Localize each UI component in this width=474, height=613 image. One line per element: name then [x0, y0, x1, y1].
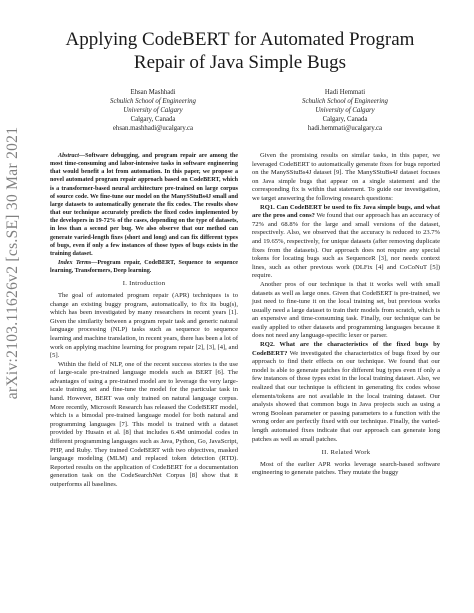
rq2-paragraph: [252, 341, 440, 444]
section-heading-related-work: II. Related Work: [321, 449, 371, 457]
arxiv-identifier: arXiv:2103.11626v2 [cs.SE] 30 Mar 2021: [4, 126, 21, 400]
title-line-2: Repair of Java Simple Bugs: [133, 52, 347, 73]
author-city: Calgary, Canada: [130, 116, 176, 123]
author-department: Schulich School of Engineering: [110, 98, 196, 105]
author-email: ehsan.mashhadi@ucalgary.ca: [112, 125, 194, 132]
author-name: Hadi Hemmati: [324, 89, 366, 96]
arxiv-sidebar-stamp: [0, 98, 26, 428]
paragraph-pros: Another pros of our technique is that it works well with small datasets as well as large ones. Given that CodeBERT is pre-trained, we just need to fine-tune it on the local training set, but previous works usually need a large dataset to train their models from scratch, which is an expensive and time-consuming task. Finally, our technique can be easily applied to other datasets and programming languages because it does not need any language-specific lexer or parser.: [252, 280, 440, 340]
right-column: [252, 152, 440, 478]
author-block-2: [255, 88, 435, 133]
paper-title: [40, 28, 440, 74]
index-terms-body: —Program repair, CodeBERT, Sequence to sequence learning, Transformers, Deep learning.: [50, 260, 238, 275]
related-work-paragraph: Most of the earlier APR works leverage search-based software engineering to generate patches. They mutate the buggy: [252, 460, 440, 477]
rq2-text: We investigated the characteristics of bugs fixed by our approach to find their effects on our technique. We found that our model is able to generate patches for different bug types even if only a few instances of those types exist in the local training dataset. Also, we realized that our technique is efficient in generating fix codes whose elements/tokens are not available in the local training dataset. Our analysis showed that common bugs in Java projects such as using a wrong Boolean parameter or passing parameters to a function with the wrong order are perfectly fixed with our technique. Finally, the varied-length automated fixes indicate that our approach can generate long patches as well as small patches.: [252, 349, 440, 443]
author-email: hadi.hemmati@ucalgary.ca: [307, 125, 383, 132]
intro-paragraph-2: Within the field of NLP, one of the recent success stories is the use of large-scale pre-trained language models such as BERT [6]. The advantages of using a pre-trained model are to leverage the very large-scale training set and fine-tune the model for the particular task in hand. However, BERT was only trained on natural language corpus. More recently, Microsoft Research has released the CodeBERT model, which is a bimodal pre-trained language model for both natural and programming languages [7]. This model is trained with a dataset provided by Husain et al. [8] that includes 6.4M unimodal codes in different programming languages such as Java, Python, Go, JavaScript, PHP, and Ruby. They trained CodeBERT with two objectives, masked language modeling (MLM) and replaced token detection (RTD). Reported results on the application of CodeBERT for a documentation generation task on the CodeSearchNet Corpus [8] show that it outperforms all baselines.: [50, 360, 238, 488]
abstract-body: —Software debugging, and program repair are among the most time-consuming and labor-intensive tasks in software engineering that would benefit a lot from automation. In this paper, we propose a novel automated program repair approach based on CodeBERT, which is a transformer-based neural architecture pre-trained on large corpus of source code. We fine-tune our model on the ManySStuBs4J small and large datasets to automatically generate the fix codes. The results show that our technique accurately predicts the fixed codes implemented by the developers in 19-72% of the cases, depending on the type of datasets, in less than a second per bug. We also observe that our method can generate varied-length fixes (short and long) and can fix different types of bugs, even if only a few instances of those types of bugs exists in the training dataset.: [50, 153, 238, 257]
intro-paragraph-1: The goal of automated program repair (APR) techniques is to change an existing buggy program, automatically, to fix its bug(s), which has been investigated by many researchers in recent years [1]. Given the similarity between a program repair task and generic natural language processing (NLP) tasks such as sequence to sequence learning and machine translation, in recent years, there has been a lot of work on applying machine learning for program repair [2], [3], [4], and [5].: [50, 291, 238, 360]
author-department: Schulich School of Engineering: [302, 98, 388, 105]
abstract-lead: Abstract: [58, 153, 79, 159]
author-university: University of Calgary: [123, 107, 183, 114]
abstract: [50, 152, 238, 258]
index-terms-lead: Index Terms: [58, 260, 92, 267]
section-heading-introduction: I. Introduction: [122, 280, 166, 288]
rq1-text: We found that our approach has an accuracy of 72% and 68.8% for the large and small versions of the dataset, respectively. Also, we observed that the accuracy is reduced to 23.7% and 19.65%, respectively, for unique datasets (after removing duplicate fixes from the datasets). Our approach does not require any special tokens for locating bugs such as SequenceR [3], nor needs context lines, such as other previous work (DLFix [4] and CoCoNuT [5]) require.: [252, 212, 440, 280]
index-terms: [50, 259, 238, 275]
paragraph-promising-results: Given the promising results on similar tasks, in this paper, we leveraged CodeBERT to automatically generate fixes for bugs reported on the ManySStuBs4J dataset [9]. The ManySStuBs4J dataset focuses on Java simple bugs that appear on a single statement and the corresponding fix is within that statement. To guide our investigation, we target answering the following research questions:: [252, 152, 440, 202]
left-column: [50, 152, 238, 490]
title-line-1: Applying CodeBERT for Automated Program: [65, 29, 415, 50]
rq1-paragraph: [252, 204, 440, 281]
author-city: Calgary, Canada: [322, 116, 368, 123]
author-name: Ehsan Mashhadi: [130, 89, 176, 96]
author-block-1: [63, 88, 243, 133]
rq2-label: RQ2. What are the characteristics of the fixed bugs by CodeBERT?: [252, 341, 440, 357]
author-university: University of Calgary: [315, 107, 375, 114]
rq1-label: RQ1. Can CodeBERT be used to fix Java simple bugs, and what are the pros and cons?: [252, 203, 440, 220]
